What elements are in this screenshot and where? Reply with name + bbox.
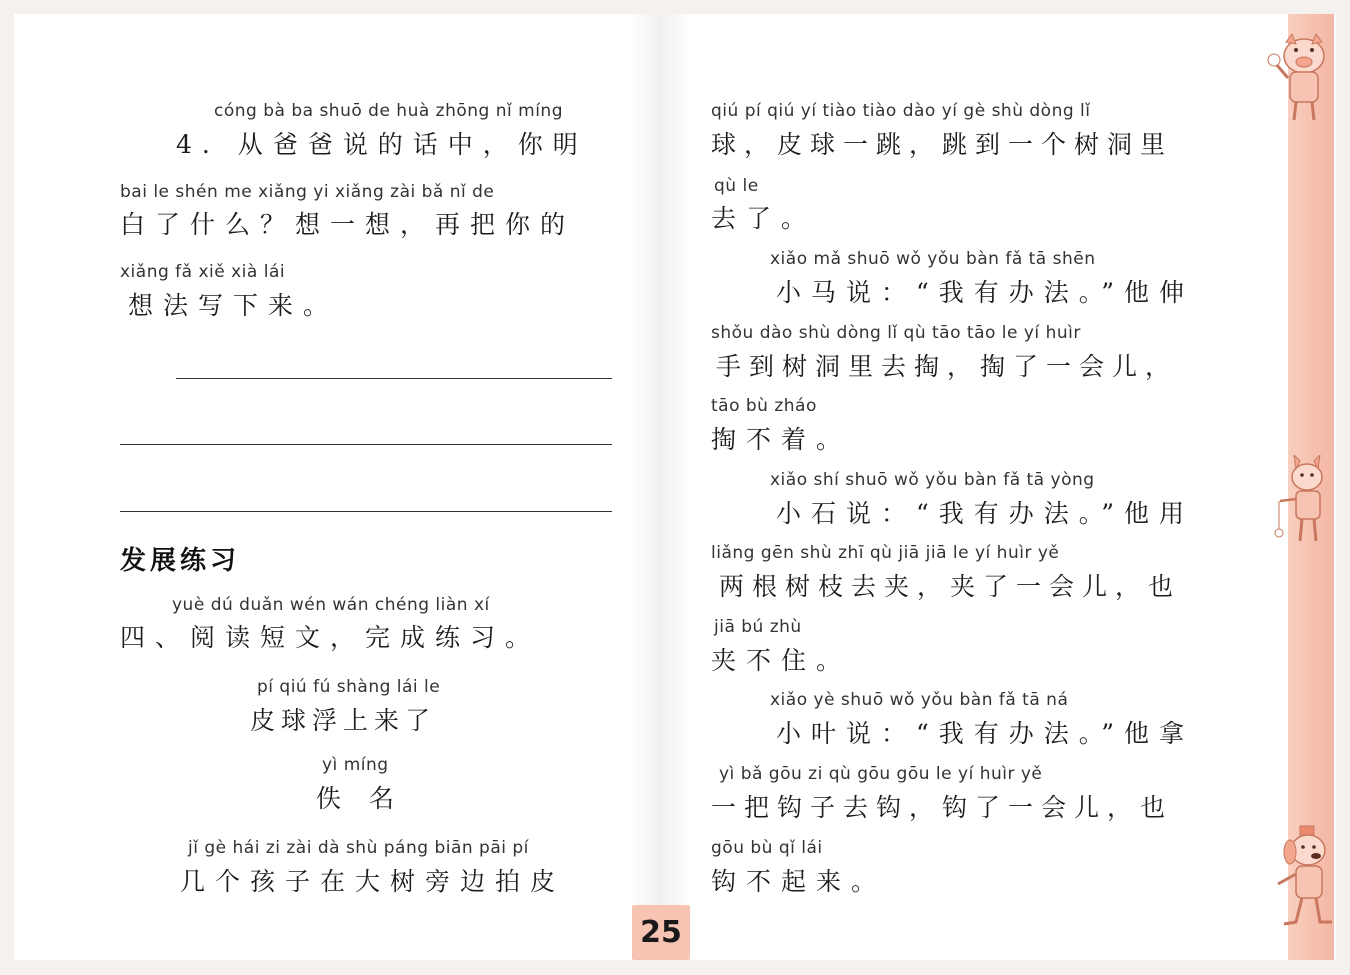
q4-line1-hanzi: 4. 从爸爸说的话中，你明 [176, 130, 588, 159]
story-line11-hanzi: 一把钩子去钩，钩了一会儿，也 [711, 793, 1174, 822]
story-line7-pinyin: xiǎo shí shuō wǒ yǒu bàn fǎ tā yòng [770, 470, 1095, 490]
story-line1-pinyin: jǐ gè hái zi zài dà shù páng biān pāi pí [188, 838, 529, 858]
story-line5-pinyin: shǒu dào shù dòng lǐ qù tāo tāo le yí huìr [711, 323, 1081, 343]
story-line2-pinyin: qiú pí qiú yí tiào tiào dào yí gè shù dòng lǐ [711, 101, 1091, 121]
author-name: 佚 名 [316, 784, 404, 813]
q4-line3-hanzi: 想法写下来。 [128, 291, 339, 320]
story-line6-pinyin: tāo bù zháo [711, 396, 817, 416]
answer-line-3[interactable] [120, 511, 612, 512]
story-line4-hanzi: 小马说：“我有办法。”他伸 [776, 278, 1195, 307]
story-line9-hanzi: 夹不住。 [711, 646, 852, 675]
story-line10-pinyin: xiǎo yè shuō wǒ yǒu bàn fǎ tā ná [770, 690, 1069, 710]
story-title: 皮球浮上来了 [250, 706, 437, 735]
exercise-pinyin: yuè dú duǎn wén wán chéng liàn xí [172, 595, 490, 615]
story-line10-hanzi: 小叶说：“我有办法。”他拿 [776, 719, 1195, 748]
story-title-pinyin: pí qiú fú shàng lái le [257, 677, 441, 697]
story-line8-pinyin: liǎng gēn shù zhī qù jiā jiā le yí huìr yě [711, 543, 1060, 563]
story-line3-hanzi: 去了。 [711, 204, 817, 233]
section-heading: 发展练习 [120, 546, 241, 576]
q4-line2-pinyin: bai le shén me xiǎng yi xiǎng zài bǎ nǐ de [120, 182, 495, 202]
pig-cartoon-icon [1262, 30, 1342, 126]
answer-line-1[interactable] [176, 378, 612, 379]
fox-cartoon-icon [1270, 455, 1336, 545]
story-line9-pinyin: jiā bú zhù [714, 617, 802, 637]
story-line12-hanzi: 钩不起来。 [711, 867, 887, 896]
story-line8-hanzi: 两根树枝去夹，夹了一会儿，也 [719, 572, 1182, 601]
page-number: 25 [632, 905, 690, 960]
exercise-instruction: 四、阅读短文，完成练习。 [120, 623, 541, 652]
story-line12-pinyin: gōu bù qǐ lái [711, 838, 823, 858]
q4-line1-pinyin: cóng bà ba shuō de huà zhōng nǐ míng [214, 101, 563, 121]
q4-line2-hanzi: 白了什么？想一想，再把你的 [120, 210, 576, 239]
story-line4-pinyin: xiǎo mǎ shuō wǒ yǒu bàn fǎ tā shēn [770, 249, 1096, 269]
story-line6-hanzi: 掏不着。 [711, 425, 852, 454]
q4-line3-pinyin: xiǎng fǎ xiě xià lái [120, 262, 286, 282]
answer-line-2[interactable] [120, 444, 612, 445]
story-line3-pinyin: qù le [714, 176, 759, 196]
story-line2-hanzi: 球，皮球一跳，跳到一个树洞里 [711, 130, 1174, 159]
story-line7-hanzi: 小石说：“我有办法。”他用 [776, 499, 1195, 528]
book-gutter [630, 14, 690, 960]
author-pinyin: yì míng [322, 755, 389, 775]
dog-cartoon-icon [1268, 822, 1340, 932]
story-line11-pinyin: yì bǎ gōu zi qù gōu gōu le yí huìr yě [719, 764, 1043, 784]
story-line5-hanzi: 手到树洞里去掏，掏了一会儿， [716, 352, 1179, 381]
story-line1-hanzi: 几个孩子在大树旁边拍皮 [180, 867, 566, 896]
